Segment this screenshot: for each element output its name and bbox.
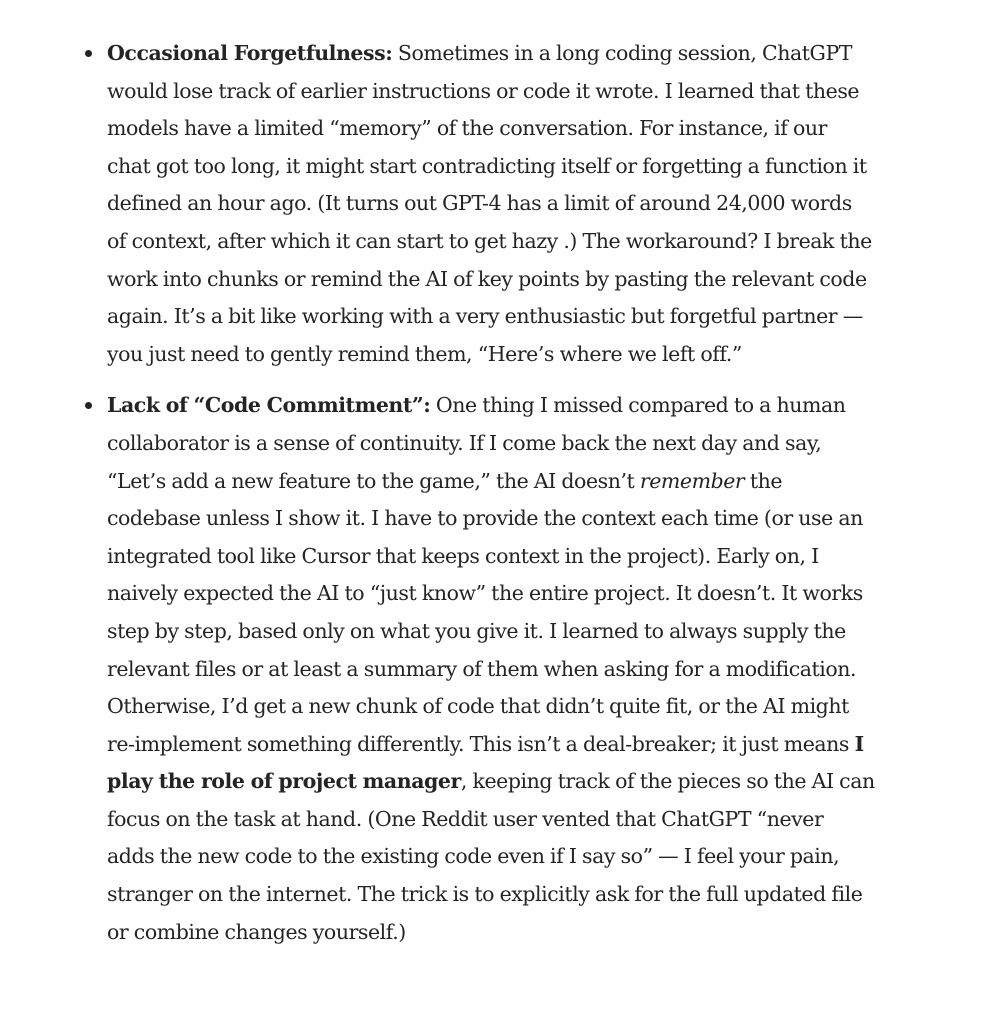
list-item-forgetfulness [85, 35, 875, 373]
item-body-part2: the codebase unless I show it. I have to provide the context each time (or use an integrated tool like Cursor that keeps context in the project). Early on, I naively expected the AI to “just know” the entire project. It doesn’t. It works step by step, based only on what you give it. I learned to always supply the relevant files or at least a summary of them when asking for a modification. Otherwise, I’d get a new chunk of code that didn’t quite fit, or the AI might re-implement something differently. This isn’t a deal-breaker; it just means [107, 468, 863, 756]
item-heading: Lack of “Code Commitment”: [107, 393, 431, 418]
bullet-icon [85, 50, 92, 57]
list-item-code-commitment [85, 387, 875, 951]
item-emphasis: remember [639, 468, 745, 493]
item-body: Sometimes in a long coding session, ChatGPT would lose track of earlier instructions or code it wrote. I learned that these models have a limited “memory” of the conversation. For instance, if our chat got too long, it might start contradicting itself or forgetting a function it defined an hour ago. (It turns out GPT-4 has a limit of around 24,000 words of context, after which it can start to get hazy .) The workaround? I break the work into chunks or remind the AI of key points by pasting the relevant code again. It’s a bit like working with a very enthusiastic but forgetful partner — you just need to gently remind them, “Here’s where we left off.” [107, 41, 872, 366]
item-heading: Occasional Forgetfulness: [107, 41, 393, 65]
bullet-icon [85, 402, 92, 409]
item-body-part3: , keeping track of the pieces so the AI can focus on the task at hand. (One Reddit user vented that ChatGPT “never adds the new code to the existing code even if I say so” — I feel your pain, stranger on the internet. The trick is to explicitly ask for the full updated file or combine changes yourself.) [107, 769, 875, 944]
bullet-list [85, 35, 875, 951]
item-body-part1: One thing I missed compared to a human collaborator is a sense of continuity. If I come back the next day and say, “Let’s add a new feature to the game,” the AI doesn’t [107, 393, 846, 493]
item-strong: I play the role of project manager [107, 731, 864, 794]
